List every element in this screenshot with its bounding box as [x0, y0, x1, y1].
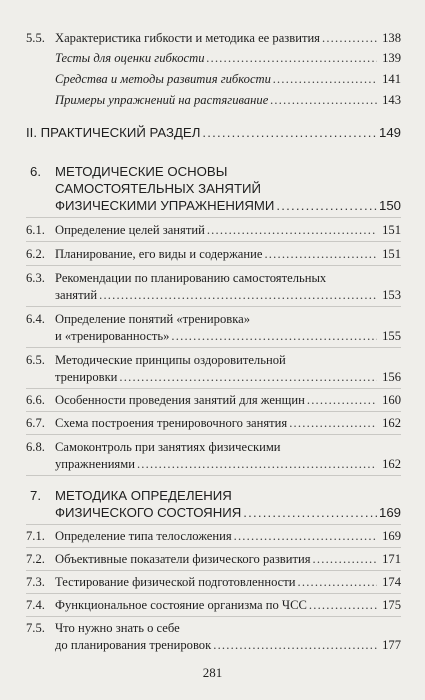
leader-dots [289, 415, 377, 432]
entry-page: 153 [382, 288, 401, 302]
divider [26, 524, 401, 525]
entry-page: 160 [382, 393, 401, 407]
leader-dots [309, 597, 377, 614]
entry-number: 7.4. [26, 598, 45, 612]
toc-entry-6-3 [26, 270, 401, 304]
entry-page: 151 [382, 223, 401, 237]
entry-title: Функциональное состояние организма по ЧСС [55, 598, 307, 612]
leader-dots [207, 50, 377, 67]
entry-number: 6.7. [26, 416, 45, 430]
entry-title-line-2: занятий [55, 288, 98, 302]
divider [26, 347, 401, 348]
entry-title-line-1: Рекомендации по планированию самостоятельных [55, 271, 327, 285]
leader-dots [202, 124, 377, 141]
entry-title: Схема построения тренировочного занятия [55, 416, 288, 430]
entry-page: 169 [382, 529, 401, 543]
entry-page: 141 [382, 72, 401, 86]
entry-page: 138 [382, 31, 401, 45]
entry-page: 150 [378, 198, 401, 213]
entry-title-line-2: тренировки [55, 370, 118, 384]
entry-page: 149 [378, 125, 401, 140]
toc-entry-6-1 [26, 222, 401, 239]
leader-dots [273, 71, 377, 88]
toc-entry-7-3 [26, 574, 401, 591]
entry-title: Определение типа телосложения [55, 529, 232, 543]
chapter-title-line-3: ФИЗИЧЕСКИМИ УПРАЖНЕНИЯМИ [55, 198, 275, 213]
page-number: 281 [202, 665, 223, 680]
toc-entry-6-2 [26, 246, 401, 263]
divider [26, 411, 401, 412]
entry-page: 174 [382, 575, 401, 589]
toc-entry-6-4 [26, 311, 401, 345]
toc-subentry-stretch-examples [26, 92, 401, 109]
toc-entry-6-8 [26, 439, 401, 473]
entry-number: 6.1. [26, 223, 45, 237]
entry-page: 143 [382, 93, 401, 107]
leader-dots [137, 456, 377, 473]
divider [26, 475, 401, 476]
toc-entry-7-2 [26, 551, 401, 568]
entry-page: 171 [382, 552, 401, 566]
divider [26, 388, 401, 389]
chapter-number: 6. [30, 164, 41, 179]
leader-dots [313, 551, 377, 568]
entry-title: Тестирование физической подготовленности [55, 575, 296, 589]
divider [26, 570, 401, 571]
entry-page: 139 [382, 51, 401, 65]
leader-dots [298, 574, 377, 591]
entry-title: Особенности проведения занятий для женщин [55, 393, 305, 407]
divider [26, 434, 401, 435]
entry-title: Примеры упражнений на растягивание [55, 93, 269, 107]
leader-dots [276, 197, 377, 214]
chapter-title-line-2: ФИЗИЧЕСКОГО СОСТОЯНИЯ [55, 505, 242, 520]
entry-title: Определение целей занятий [55, 223, 205, 237]
toc-entry-6-5 [26, 352, 401, 386]
entry-page: 162 [382, 416, 401, 430]
toc-entry-7-5 [26, 620, 401, 654]
entry-title-line-2: и «тренированность» [55, 329, 170, 343]
toc-entry-7-4 [26, 597, 401, 614]
entry-number: 6.3. [26, 271, 45, 285]
toc-chapter-6 [26, 163, 401, 214]
leader-dots [99, 287, 377, 304]
entry-number: 6.5. [26, 353, 45, 367]
entry-page: 151 [382, 247, 401, 261]
toc-entry-5-5 [26, 30, 401, 47]
entry-title: Объективные показатели физического развития [55, 552, 311, 566]
entry-page: 169 [378, 505, 401, 520]
entry-title-line-1: Методические принципы оздоровительной [55, 353, 286, 367]
divider [26, 306, 401, 307]
divider [26, 241, 401, 242]
leader-dots [243, 504, 377, 521]
entry-title: Характеристика гибкости и методика ее развития [55, 31, 320, 45]
entry-title-line-2: упражнениями [55, 457, 135, 471]
chapter-title-line-1: МЕТОДИЧЕСКИЕ ОСНОВЫ [55, 164, 228, 179]
toc-subentry-flex-tests [26, 50, 401, 67]
leader-dots [234, 528, 377, 545]
leader-dots [213, 637, 377, 654]
entry-page: 156 [382, 370, 401, 384]
entry-number: 7.3. [26, 575, 45, 589]
entry-title: Тесты для оценки гибкости [55, 51, 205, 65]
toc-subentry-flex-methods [26, 71, 401, 88]
entry-page: 177 [382, 638, 401, 652]
entry-page: 175 [382, 598, 401, 612]
entry-page: 162 [382, 457, 401, 471]
toc-chapter-7 [26, 487, 401, 521]
entry-number: 7.2. [26, 552, 45, 566]
toc-entry-7-1 [26, 528, 401, 545]
divider [26, 593, 401, 594]
chapter-number: 7. [30, 488, 41, 503]
leader-dots [119, 369, 377, 386]
leader-dots [270, 92, 377, 109]
entry-number: 6.2. [26, 247, 45, 261]
entry-number: 6.8. [26, 440, 45, 454]
leader-dots [307, 392, 377, 409]
section-title: II. ПРАКТИЧЕСКИЙ РАЗДЕЛ [26, 125, 201, 140]
toc-section-practical [26, 124, 401, 141]
entry-number: 6.6. [26, 393, 45, 407]
leader-dots [207, 222, 377, 239]
entry-number: 7.1. [26, 529, 45, 543]
entry-title: Средства и методы развития гибкости [55, 72, 271, 86]
entry-title-line-2: до планирования тренировок [55, 638, 212, 652]
divider [26, 265, 401, 266]
entry-number: 7.5. [26, 621, 45, 635]
leader-dots [171, 328, 377, 345]
chapter-title-line-1: МЕТОДИКА ОПРЕДЕЛЕНИЯ [55, 488, 232, 503]
toc-entry-6-7 [26, 415, 401, 432]
toc-entry-6-6 [26, 392, 401, 409]
chapter-title-line-2: САМОСТОЯТЕЛЬНЫХ ЗАНЯТИЙ [55, 181, 261, 196]
entry-title-line-1: Самоконтроль при занятиях физическими [55, 440, 281, 454]
entry-number: 6.4. [26, 312, 45, 326]
entry-page: 155 [382, 329, 401, 343]
leader-dots [264, 246, 377, 263]
entry-number: 5.5. [26, 31, 45, 45]
divider [26, 616, 401, 617]
divider [26, 217, 401, 218]
entry-title: Планирование, его виды и содержание [55, 247, 263, 261]
entry-title-line-1: Что нужно знать о себе [55, 621, 180, 635]
leader-dots [322, 30, 377, 47]
divider [26, 547, 401, 548]
entry-title-line-1: Определение понятий «тренировка» [55, 312, 251, 326]
